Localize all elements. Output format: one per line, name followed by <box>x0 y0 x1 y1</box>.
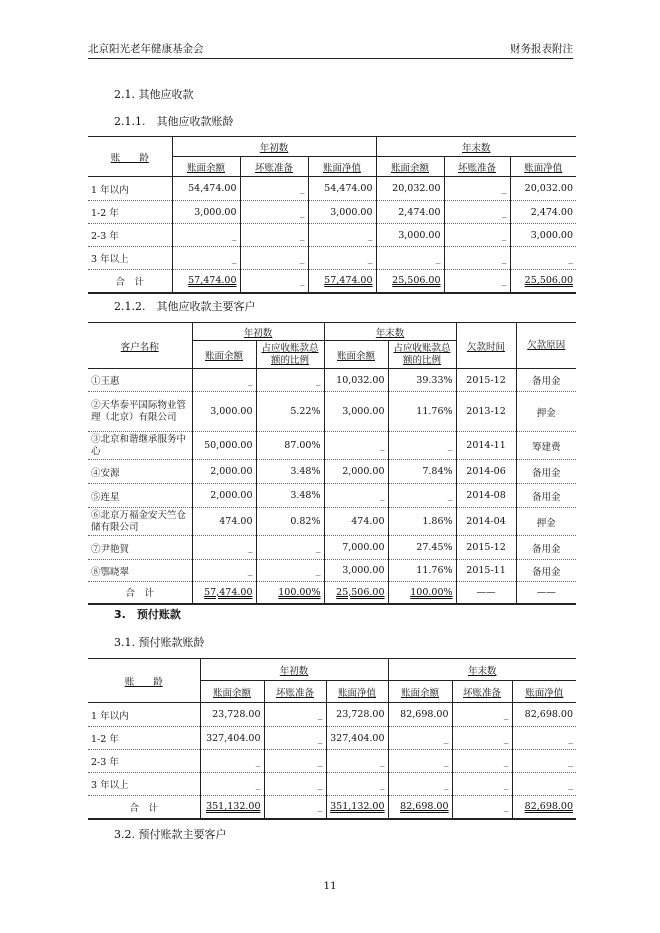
cell: _ <box>568 755 574 767</box>
cell: 351,132.00 <box>200 796 264 819</box>
cell: _ <box>452 796 512 819</box>
cell: 25,506.00 <box>324 582 388 604</box>
cell: 合 计 <box>88 270 172 293</box>
cell: 1.86% <box>388 508 456 536</box>
cell: 54,474.00 <box>172 177 240 201</box>
col-age: 账 龄 <box>88 137 172 177</box>
table-row <box>88 224 576 247</box>
cell: 57,474.00 <box>192 582 256 604</box>
cell: _ <box>452 703 512 727</box>
cell: _ <box>568 732 574 744</box>
cell: _ <box>324 432 388 460</box>
cell: 100.00% <box>388 582 456 604</box>
cell: 351,132.00 <box>326 796 388 819</box>
cell: _ <box>192 560 256 582</box>
cell: 3 年以上 <box>88 247 172 270</box>
col-header: 账面余额 <box>192 341 256 369</box>
section-2-1-2-title: 2.1.2. 其他应收款主要客户 <box>114 300 256 313</box>
cell: _ <box>308 224 376 247</box>
cell: _ <box>324 484 388 508</box>
col-header: 账面余额 <box>376 157 444 177</box>
section-3-1-title: 3.1. 预付账款账龄 <box>114 636 205 649</box>
cell: 1-2 年 <box>88 727 200 750</box>
cell: ⑦尹艳賀 <box>88 536 192 560</box>
col-header: 坏账准备 <box>264 681 326 703</box>
cell: _ <box>388 750 452 773</box>
cell: _ <box>388 773 452 796</box>
cell: 27.45% <box>388 536 456 560</box>
cell: 2015-12 <box>456 369 516 392</box>
table-row <box>88 177 576 201</box>
cell: 3,000.00 <box>172 201 240 224</box>
cell: _ <box>444 201 510 224</box>
cell: _ <box>200 750 264 773</box>
cell: _ <box>172 224 240 247</box>
cell: ④安源 <box>88 460 192 484</box>
cell: 2,000.00 <box>192 484 256 508</box>
cell: 100.00% <box>256 582 324 604</box>
cell: ②天华泰平国际物业管理（北京）有限公司 <box>88 392 192 432</box>
col-header: 占应收账款总额的比例 <box>388 341 456 369</box>
cell: 327,404.00 <box>326 727 388 750</box>
table-row <box>88 247 576 270</box>
cell: 2,474.00 <box>376 201 444 224</box>
total-row <box>88 270 576 293</box>
cell: 2,474.00 <box>530 206 574 218</box>
cell: _ <box>444 177 510 201</box>
cell: 3.48% <box>256 460 324 484</box>
cell: 2-3 年 <box>88 224 172 247</box>
cell: 3,000.00 <box>192 392 256 432</box>
cell: 2,000.00 <box>324 460 388 484</box>
cell: —— <box>536 586 556 598</box>
col-header: 账面余额 <box>172 157 240 177</box>
cell: _ <box>264 773 326 796</box>
header-title: 财务报表附注 <box>510 43 573 55</box>
group-begin: 年初数 <box>172 137 376 157</box>
cell: _ <box>388 484 456 508</box>
table-row <box>88 460 576 484</box>
col-header: 账面余额 <box>388 681 452 703</box>
cell: _ <box>452 773 512 796</box>
cell: 7.84% <box>388 460 456 484</box>
cell: _ <box>388 727 452 750</box>
cell: 2-3 年 <box>88 750 200 773</box>
cell: 1-2 年 <box>88 201 172 224</box>
cell: 7,000.00 <box>324 536 388 560</box>
cell: 87.00% <box>256 432 324 460</box>
col-header: 账面净值 <box>326 681 388 703</box>
table-row <box>88 201 576 224</box>
group-begin: 年初数 <box>200 659 388 681</box>
col-header: 账面净值 <box>512 681 576 703</box>
cell: _ <box>388 432 456 460</box>
prepayment-aging-table <box>88 658 576 820</box>
cell: _ <box>256 536 324 560</box>
cell: 327,404.00 <box>200 727 264 750</box>
cell: _ <box>444 247 510 270</box>
cell: _ <box>444 224 510 247</box>
cell: 3,000.00 <box>530 229 574 241</box>
cell: 82,698.00 <box>524 801 574 813</box>
cell: 2015-12 <box>456 536 516 560</box>
cell: ①王惠 <box>88 369 192 392</box>
cell: 25,506.00 <box>376 270 444 293</box>
cell: 备用金 <box>532 543 561 555</box>
cell: 筹建费 <box>532 441 561 453</box>
cell: 82,698.00 <box>388 796 452 819</box>
page-header <box>88 38 573 59</box>
cell: 2013-12 <box>456 392 516 432</box>
cell: 474.00 <box>192 508 256 536</box>
cell: 57,474.00 <box>172 270 240 293</box>
cell: 备用金 <box>532 491 561 503</box>
section-2-1-title: 2.1. 其他应收款 <box>114 88 194 101</box>
cell: _ <box>326 750 388 773</box>
col-header: 账面余额 <box>200 681 264 703</box>
section-2-1-1-title: 2.1.1. 其他应收款账龄 <box>114 115 234 128</box>
cell: _ <box>264 750 326 773</box>
cell: ⑥北京万福金安天竺仓储有限公司 <box>88 508 192 536</box>
col-header: 坏账准备 <box>444 157 510 177</box>
cell: 备用金 <box>532 566 561 578</box>
col-debt-reason: 欠款原因 <box>516 323 576 369</box>
cell: 2,000.00 <box>192 460 256 484</box>
table-row <box>88 369 576 392</box>
cell: 11.76% <box>388 392 456 432</box>
cell: _ <box>568 778 574 790</box>
cell: _ <box>264 796 326 819</box>
cell: _ <box>376 247 444 270</box>
cell: 备用金 <box>532 376 561 387</box>
cell: 2015-11 <box>456 560 516 582</box>
cell: 82,698.00 <box>388 703 452 727</box>
cell: 3,000.00 <box>308 201 376 224</box>
cell: _ <box>172 247 240 270</box>
cell: 474.00 <box>324 508 388 536</box>
cell: _ <box>192 369 256 392</box>
cell: 备用金 <box>532 467 561 479</box>
cell: _ <box>240 177 308 201</box>
group-end: 年末数 <box>462 142 491 154</box>
cell: ③北京和谐继承服务中心 <box>88 432 192 460</box>
table-row <box>88 727 576 750</box>
cell: _ <box>568 252 574 264</box>
col-header: 账面余额 <box>324 341 388 369</box>
cell: 1 年以内 <box>88 703 200 727</box>
col-header: 坏账准备 <box>240 157 308 177</box>
table-row <box>88 484 576 508</box>
cell: _ <box>240 224 308 247</box>
cell: 2014-04 <box>456 508 516 536</box>
cell: 23,728.00 <box>200 703 264 727</box>
group-begin: 年初数 <box>192 323 324 341</box>
cell: 5.22% <box>256 392 324 432</box>
cell: 3 年以上 <box>88 773 200 796</box>
col-header: 坏账准备 <box>452 681 512 703</box>
cell: _ <box>192 536 256 560</box>
cell: _ <box>444 270 510 293</box>
col-header: 占应收账款总额的比例 <box>256 341 324 369</box>
cell: _ <box>452 727 512 750</box>
cell: _ <box>256 560 324 582</box>
col-header: 账面净值 <box>510 157 576 177</box>
receivable-aging-table <box>88 136 576 294</box>
cell: 3,000.00 <box>324 560 388 582</box>
cell: 2014-11 <box>456 432 516 460</box>
cell: 23,728.00 <box>326 703 388 727</box>
cell: _ <box>256 369 324 392</box>
cell: ⑧鄂晓翠 <box>88 560 192 582</box>
cell: 2014-08 <box>456 484 516 508</box>
cell: 82,698.00 <box>524 709 574 720</box>
cell: 押金 <box>536 407 556 419</box>
cell: _ <box>240 247 308 270</box>
cell: 10,032.00 <box>324 369 388 392</box>
cell: _ <box>308 247 376 270</box>
col-header: 账面净值 <box>308 157 376 177</box>
header-org: 北京阳光老年健康基金会 <box>88 43 204 55</box>
table-row <box>88 773 576 796</box>
cell: 3,000.00 <box>324 392 388 432</box>
cell: 54,474.00 <box>308 177 376 201</box>
col-customer-name: 客户名称 <box>88 323 192 369</box>
total-row <box>88 582 576 604</box>
page-number: 11 <box>323 880 337 892</box>
cell: 0.82% <box>256 508 324 536</box>
section-3-2-title: 3.2. 预付账款主要客户 <box>114 828 227 841</box>
cell: 11.76% <box>388 560 456 582</box>
table-row <box>88 432 576 460</box>
cell: _ <box>264 703 326 727</box>
cell: 39.33% <box>388 369 456 392</box>
cell: —— <box>456 582 516 604</box>
cell: 合 计 <box>88 582 192 604</box>
col-debt-time: 欠款时间 <box>456 323 516 369</box>
section-3-title: 3. 预付账款 <box>114 608 181 621</box>
cell: 2014-06 <box>456 460 516 484</box>
cell: 20,032.00 <box>376 177 444 201</box>
cell: 57,474.00 <box>308 270 376 293</box>
table-row <box>88 560 576 582</box>
table-row <box>88 536 576 560</box>
group-end: 年末数 <box>324 323 456 341</box>
cell: 3.48% <box>256 484 324 508</box>
cell: 25,506.00 <box>524 275 574 287</box>
cell: 3,000.00 <box>376 224 444 247</box>
table-row <box>88 750 576 773</box>
cell: 押金 <box>536 517 556 529</box>
total-row <box>88 796 576 819</box>
cell: _ <box>240 201 308 224</box>
cell: _ <box>452 750 512 773</box>
cell: _ <box>264 727 326 750</box>
receivable-customers-table <box>88 322 576 605</box>
table-row <box>88 703 576 727</box>
group-end: 年末数 <box>468 665 497 677</box>
cell: _ <box>240 270 308 293</box>
cell: ⑤连星 <box>88 484 192 508</box>
table-row <box>88 508 576 536</box>
cell: 50,000.00 <box>192 432 256 460</box>
cell: 1 年以内 <box>88 177 172 201</box>
cell: 合 计 <box>88 796 200 819</box>
col-age: 账 龄 <box>88 659 200 703</box>
table-row <box>88 392 576 432</box>
cell: _ <box>326 773 388 796</box>
cell: _ <box>200 773 264 796</box>
cell: 20,032.00 <box>524 183 574 194</box>
